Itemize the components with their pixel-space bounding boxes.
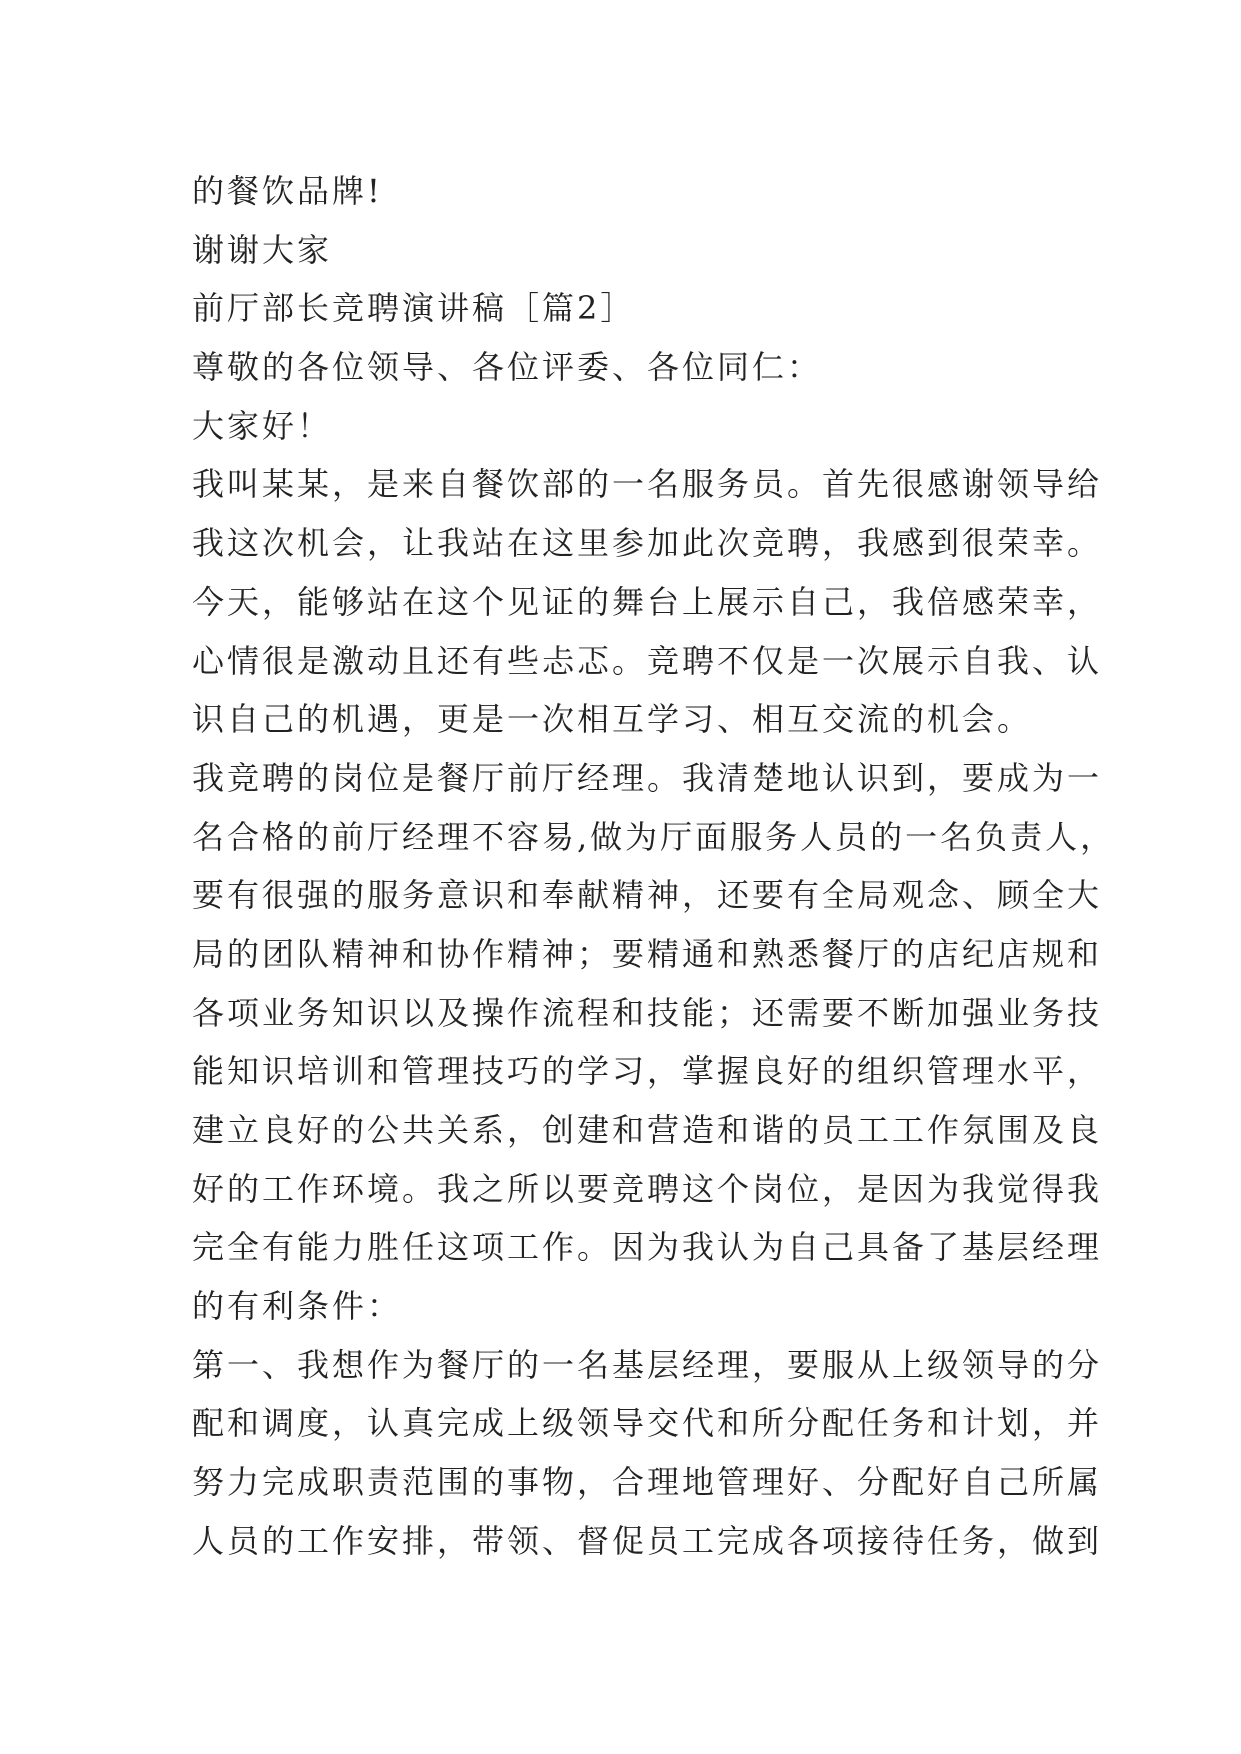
text-line: 好的工作环境。我之所以要竞聘这个岗位，是因为我觉得我 bbox=[192, 1169, 1103, 1208]
text-line: 名合格的前厅经理不容易,做为厅面服务人员的一名负责人， bbox=[192, 817, 1116, 856]
document-body bbox=[192, 162, 1116, 1571]
text-line: 局的团队精神和协作精神；要精通和熟悉餐厅的店纪店规和 bbox=[192, 934, 1103, 973]
text-line: 要有很强的服务意识和奉献精神，还要有全局观念、顾全大 bbox=[192, 876, 1103, 915]
text-line: 完全有能力胜任这项工作。因为我认为自己具备了基层经理 bbox=[192, 1228, 1103, 1267]
salutation: 尊敬的各位领导、各位评委、各位同仁： bbox=[192, 348, 823, 387]
text-line: 的有利条件： bbox=[192, 1287, 403, 1326]
text-line: 识自己的机遇，更是一次相互学习、相互交流的机会。 bbox=[192, 700, 1033, 739]
text-line: 配和调度，认真完成上级领导交代和所分配任务和计划，并 bbox=[192, 1404, 1103, 1443]
text-line: 今天，能够站在这个见证的舞台上展示自己，我倍感荣幸， bbox=[192, 582, 1103, 621]
section-heading: 前厅部长竞聘演讲稿［篇2］ bbox=[192, 289, 636, 328]
text-line: 我竞聘的岗位是餐厅前厅经理。我清楚地认识到，要成为一 bbox=[192, 758, 1103, 797]
text-line: 能知识培训和管理技巧的学习，掌握良好的组织管理水平， bbox=[192, 1052, 1103, 1091]
text-line: 人员的工作安排，带领、督促员工完成各项接待任务，做到 bbox=[192, 1521, 1103, 1560]
greeting: 大家好！ bbox=[192, 406, 333, 445]
text-line: 建立良好的公共关系，创建和营造和谐的员工工作氛围及良 bbox=[192, 1111, 1103, 1149]
text-line: 各项业务知识以及操作流程和技能；还需要不断加强业务技 bbox=[192, 993, 1103, 1032]
text-line: 心情很是激动且还有些忐忑。竞聘不仅是一次展示自我、认 bbox=[192, 641, 1103, 680]
text-line: 第一、我想作为餐厅的一名基层经理，要服从上级领导的分 bbox=[192, 1345, 1103, 1384]
text-line: 我叫某某，是来自餐饮部的一名服务员。首先很感谢领导给 bbox=[192, 465, 1103, 504]
text-line: 谢谢大家 bbox=[192, 230, 333, 269]
text-line: 的餐饮品牌! bbox=[192, 172, 383, 210]
text-line: 我这次机会，让我站在这里参加此次竞聘，我感到很荣幸。 bbox=[192, 524, 1103, 563]
text-line: 努力完成职责范围的事物，合理地管理好、分配好自己所属 bbox=[192, 1463, 1103, 1502]
